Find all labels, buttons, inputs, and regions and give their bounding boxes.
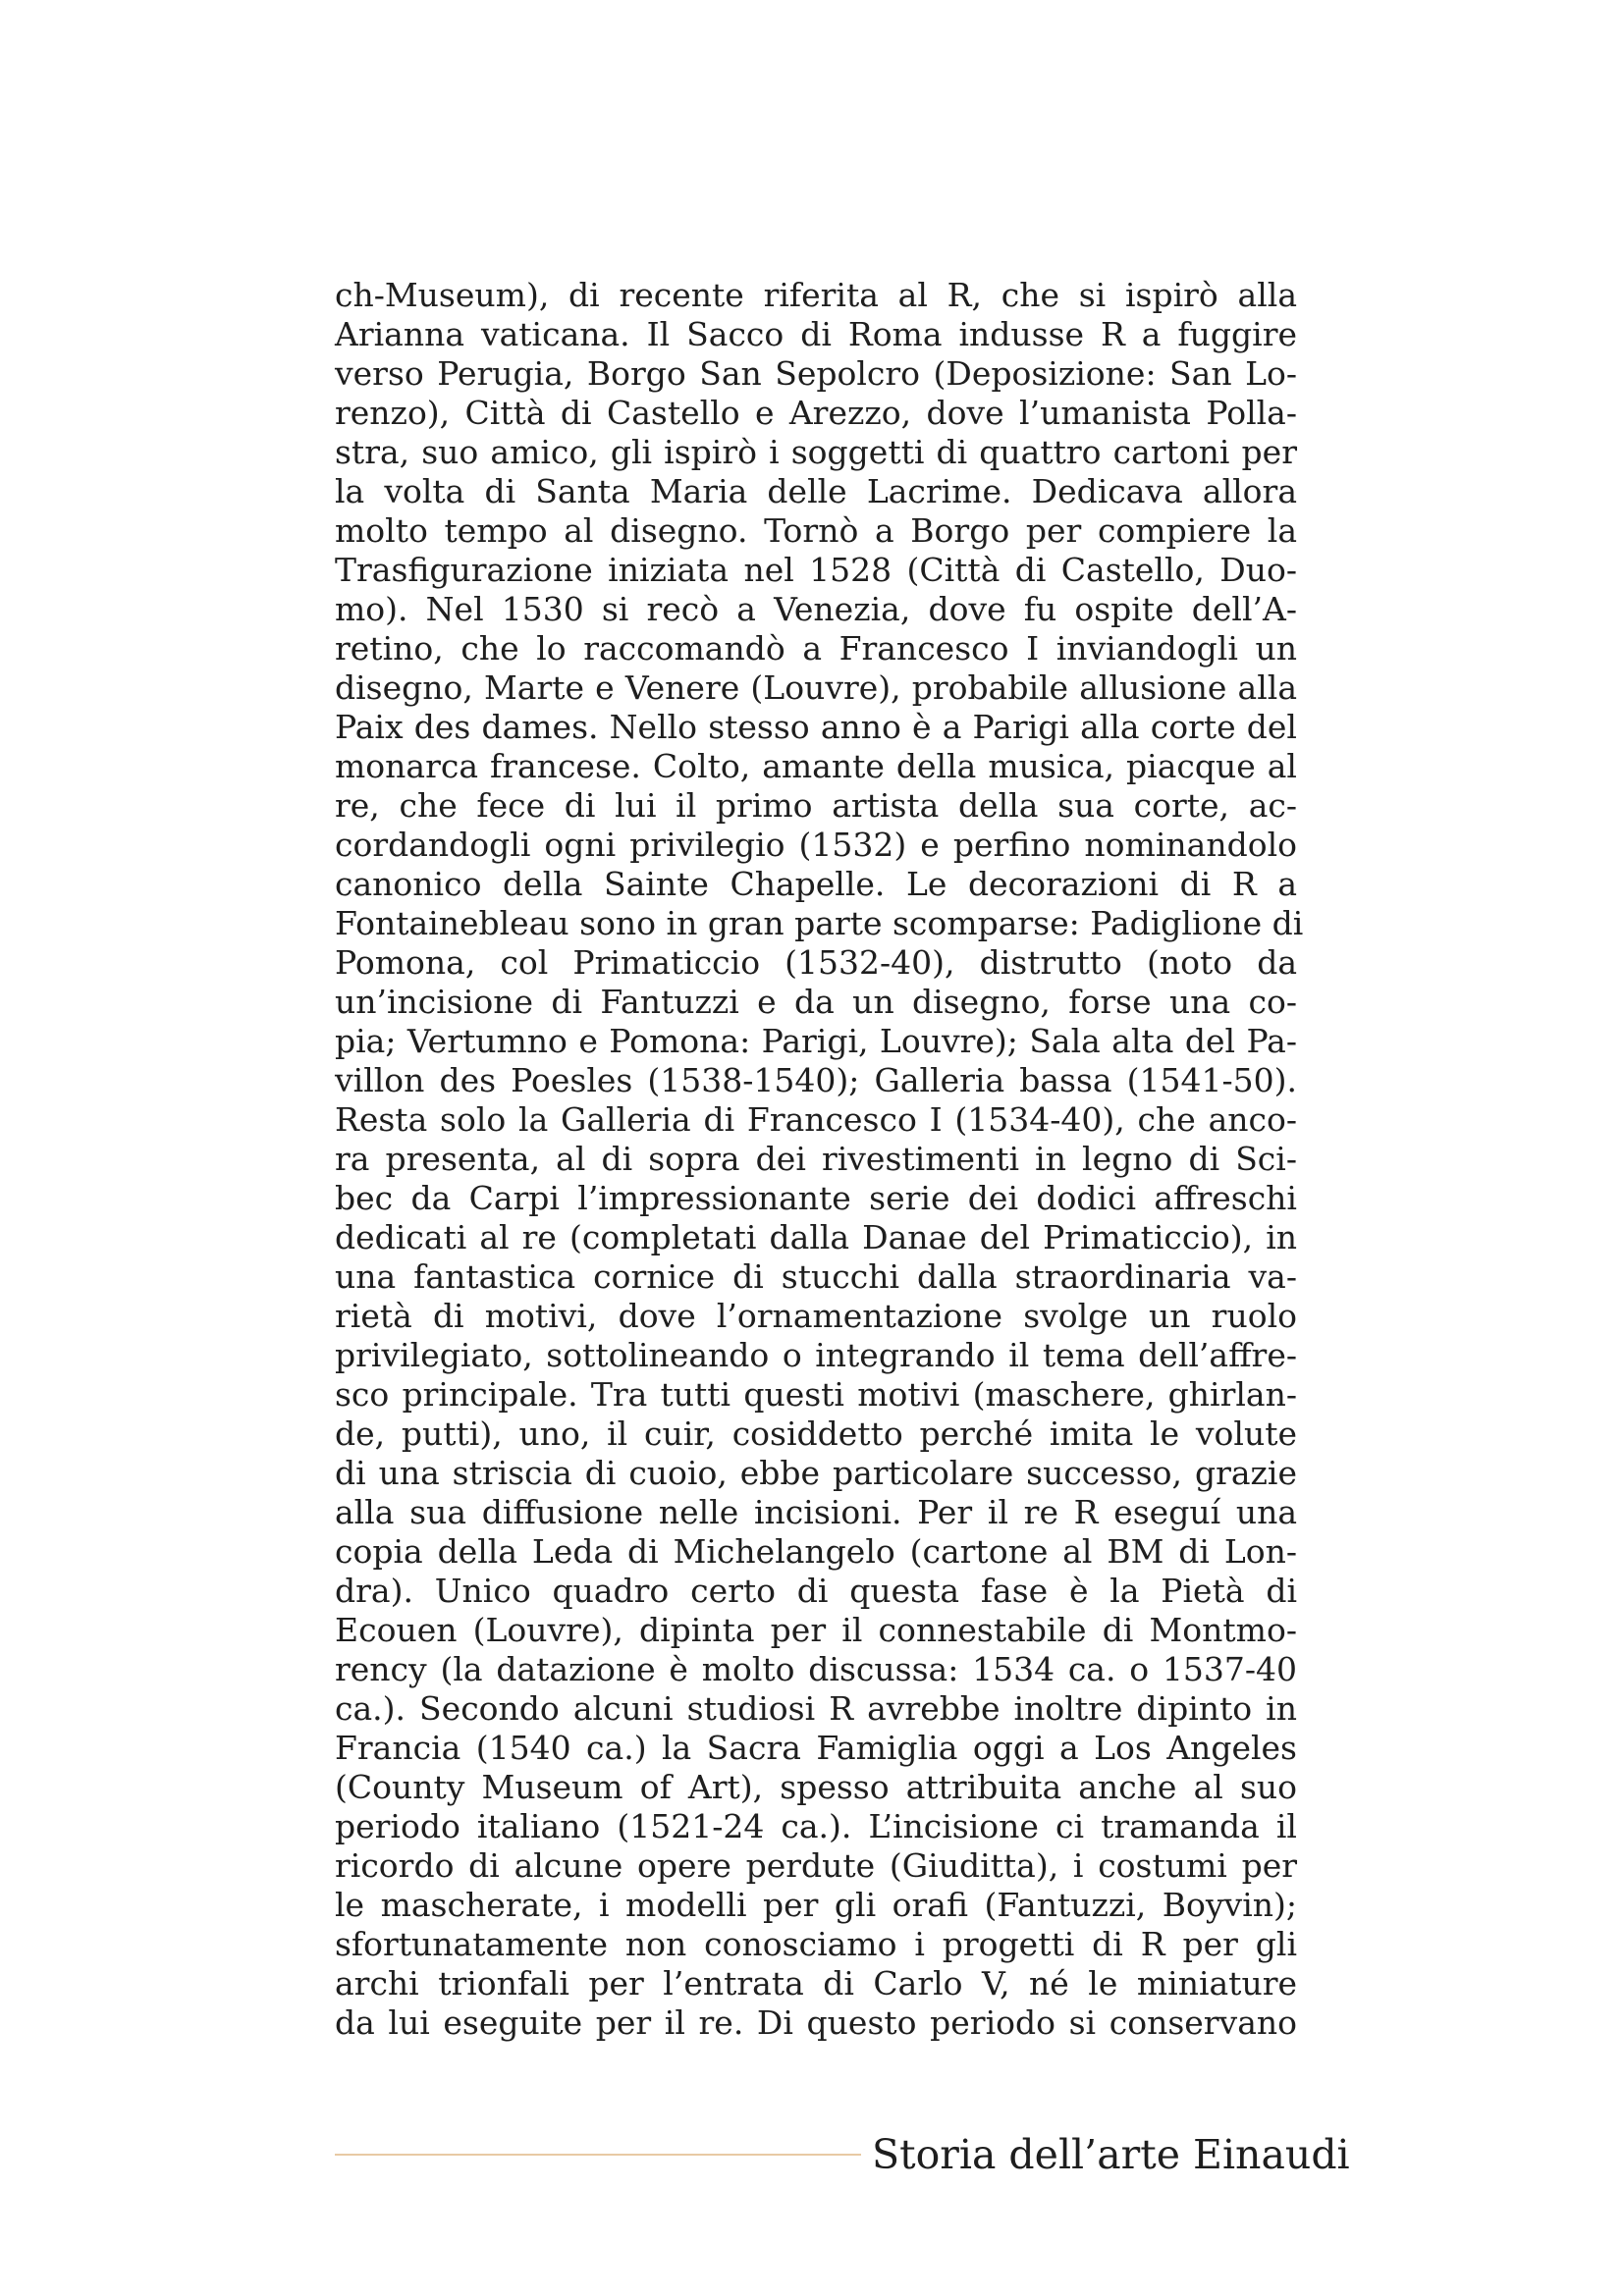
text-line: mo). Nel 1530 si recò a Venezia, dove fu ospite dell’A- [335, 590, 1297, 628]
text-line: rietà di motivi, dove l’ornamentazione svolge un ruolo [335, 1297, 1297, 1335]
text-line: renzo), Città di Castello e Arezzo, dove l’umanista Polla- [335, 394, 1297, 432]
text-line: bec da Carpi l’impressionante serie dei dodici affreschi [335, 1179, 1297, 1217]
text-line: canonico della Sainte Chapelle. Le decorazioni di R a [335, 865, 1297, 903]
text-line: copia della Leda di Michelangelo (cartone al BM di Lon- [335, 1532, 1297, 1571]
text-line: da lui eseguite per il re. Di questo periodo si conservano [335, 2003, 1297, 2042]
footer-rule [335, 2154, 861, 2156]
text-line: (County Museum of Art), spesso attribuita anche al suo [335, 1768, 1297, 1806]
text-line: re, che fece di lui il primo artista della sua corte, ac- [335, 786, 1297, 825]
text-line: alla sua diffusione nelle incisioni. Per il re R eseguí una [335, 1493, 1297, 1531]
text-line: rency (la datazione è molto discussa: 1534 ca. o 1537-40 [335, 1650, 1297, 1688]
text-line: villon des Poesles (1538-1540); Galleria bassa (1541-50). [335, 1061, 1297, 1099]
text-line: le mascherate, i modelli per gli orafi (Fantuzzi, Boyvin); [335, 1886, 1297, 1924]
text-line: ch-Museum), di recente riferita al R, che si ispirò alla [335, 276, 1297, 314]
text-line: sfortunatamente non conosciamo i progetti di R per gli [335, 1925, 1297, 1963]
text-line: molto tempo al disegno. Tornò a Borgo per compiere la [335, 511, 1297, 550]
text-line: Resta solo la Galleria di Francesco I (1534-40), che anco- [335, 1100, 1297, 1139]
text-line: dedicati al re (completati dalla Danae del Primaticcio), in [335, 1218, 1297, 1256]
body-text [335, 276, 1304, 2043]
text-line: retino, che lo raccomandò a Francesco I inviandogli un [335, 629, 1297, 667]
text-line: Trasfigurazione iniziata nel 1528 (Città di Castello, Duo- [335, 551, 1297, 589]
text-line: archi trionfali per l’entrata di Carlo V, né le miniature [335, 1964, 1297, 2002]
text-line: ra presenta, al di sopra dei rivestimenti in legno di Sci- [335, 1140, 1297, 1178]
text-line: verso Perugia, Borgo San Sepolcro (Deposizione: San Lo- [335, 354, 1297, 393]
text-line: un’incisione di Fantuzzi e da un disegno, forse una co- [335, 983, 1297, 1021]
text-line: la volta di Santa Maria delle Lacrime. Dedicava allora [335, 472, 1297, 510]
text-line: de, putti), uno, il cuir, cosiddetto perché imita le volute [335, 1415, 1297, 1453]
text-line: Ecouen (Louvre), dipinta per il connestabile di Montmo- [335, 1611, 1297, 1649]
text-line: disegno, Marte e Venere (Louvre), probabile allusione alla [335, 668, 1297, 707]
text-line: cordandogli ogni privilegio (1532) e perfino nominandolo [335, 826, 1297, 864]
text-line: periodo italiano (1521-24 ca.). L’incisione ci tramanda il [335, 1807, 1297, 1845]
text-line: privilegiato, sottolineando o integrando il tema dell’affre- [335, 1336, 1297, 1374]
text-line: stra, suo amico, gli ispirò i soggetti di quattro cartoni per [335, 433, 1297, 471]
footer-title: Storia dell’arte Einaudi [872, 2131, 1350, 2178]
text-line: Francia (1540 ca.) la Sacra Famiglia oggi a Los Angeles [335, 1729, 1297, 1767]
text-line: dra). Unico quadro certo di questa fase è la Pietà di [335, 1572, 1297, 1610]
text-line: una fantastica cornice di stucchi dalla straordinaria va- [335, 1257, 1297, 1296]
text-line: Fontainebleau sono in gran parte scomparse: Padiglione di [335, 904, 1304, 942]
text-line: Arianna vaticana. Il Sacco di Roma indusse R a fuggire [335, 315, 1297, 353]
text-line: di una striscia di cuoio, ebbe particolare successo, grazie [335, 1454, 1297, 1492]
text-line: monarca francese. Colto, amante della musica, piacque al [335, 747, 1297, 785]
text-line: Pomona, col Primaticcio (1532-40), distrutto (noto da [335, 943, 1297, 982]
text-line: pia; Vertumno e Pomona: Parigi, Louvre); Sala alta del Pa- [335, 1022, 1297, 1060]
text-line: ca.). Secondo alcuni studiosi R avrebbe inoltre dipinto in [335, 1689, 1297, 1728]
text-line: ricordo di alcune opere perdute (Giuditta), i costumi per [335, 1846, 1297, 1885]
text-line: Paix des dames. Nello stesso anno è a Parigi alla corte del [335, 708, 1297, 746]
text-line: sco principale. Tra tutti questi motivi (maschere, ghirlan- [335, 1375, 1297, 1414]
